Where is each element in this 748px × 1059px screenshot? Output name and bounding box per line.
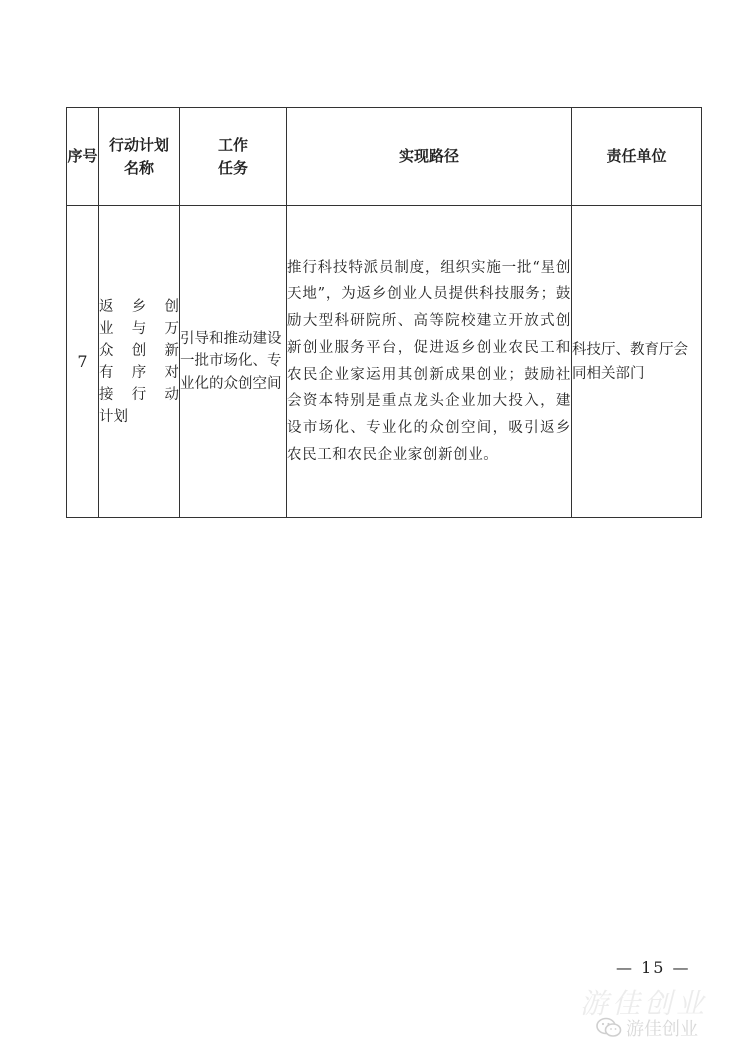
cell-plan-name — [99, 206, 180, 518]
header-task: 工作任务 — [180, 108, 287, 206]
plan-name-line: 接行动 — [99, 386, 179, 403]
header-path: 实现路径 — [287, 108, 572, 206]
watermark — [596, 1012, 698, 1044]
cell-unit: 科技厅、教育厅会同相关部门 — [572, 206, 702, 518]
action-plan-table — [66, 107, 702, 518]
table-header-row — [67, 108, 702, 206]
cell-path: 推行科技特派员制度，组织实施一批“星创天地”，为返乡创业人员提供科技服务；鼓励大型科研院所、高等院校建立开放式创新创业服务平台，促进返乡创业农民工和农民企业家运用其创新成果创业；鼓励社会资本特别是重点龙头企业加大投入，建设市场化、专业化的众创空间，吸引返乡农民工和农民企业家创新创业。 — [287, 206, 572, 518]
plan-name-line: 众创新 — [99, 342, 179, 359]
header-serial: 序号 — [67, 108, 99, 206]
watermark-text: 游佳创业 — [626, 1019, 698, 1040]
page-number: — 15 — — [616, 958, 691, 977]
plan-name-line: 计划 — [99, 408, 128, 425]
header-unit: 责任单位 — [572, 108, 702, 206]
cell-task: 引导和推动建设一批市场化、专业化的众创空间 — [180, 206, 287, 518]
plan-name-line: 有序对 — [99, 364, 179, 381]
table-row — [67, 206, 702, 518]
cell-serial: 7 — [67, 206, 99, 518]
header-plan-name: 行动计划名称 — [99, 108, 180, 206]
plan-name-line: 业与万 — [99, 320, 179, 337]
plan-name-line: 返乡创 — [99, 298, 179, 315]
watermark-logo: 游佳创业 — [580, 987, 709, 1020]
wechat-icon — [596, 1017, 622, 1039]
